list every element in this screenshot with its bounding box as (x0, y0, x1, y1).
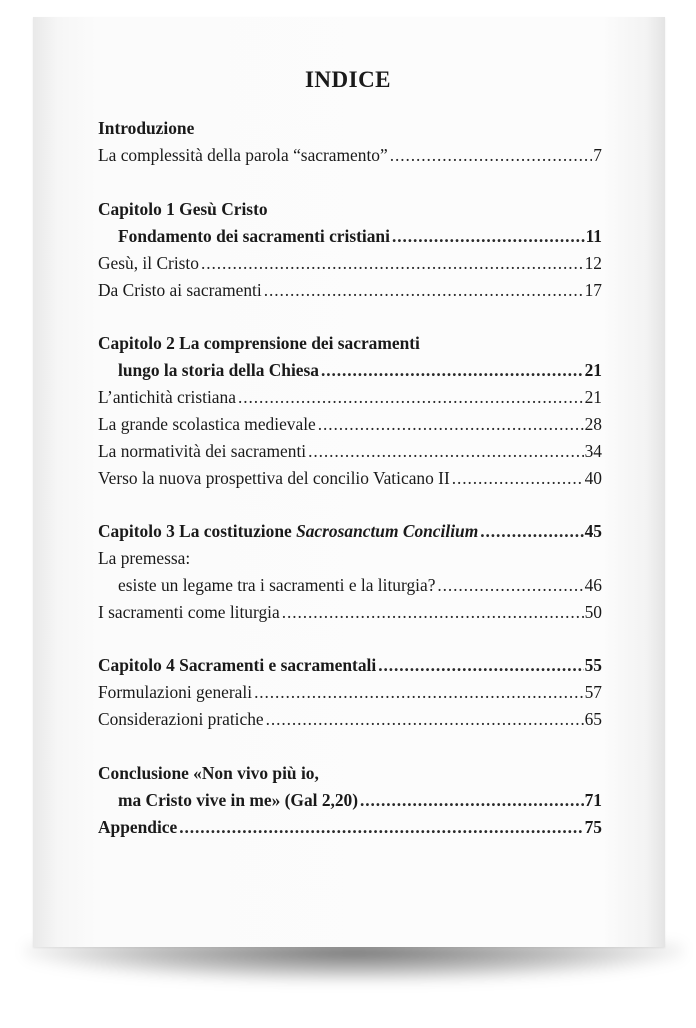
toc-entry-title: La normatività dei sacramenti (98, 441, 307, 461)
toc-heading-capitolo-3 (98, 518, 602, 545)
dot-leader (308, 438, 583, 465)
toc-entry-title: Formulazioni generali (98, 682, 253, 702)
toc-page-number: 21 (584, 360, 602, 380)
toc-page-number: 45 (584, 521, 602, 541)
toc-page-number: 71 (584, 790, 602, 810)
toc-page-number: 50 (584, 602, 602, 622)
toc-entry (98, 465, 602, 492)
toc-entry (98, 599, 602, 626)
toc-entry-title: La complessità della parola “sacramento” (98, 145, 388, 165)
toc-entry-title: La grande scolastica medievale (98, 414, 316, 434)
toc-entry (98, 277, 602, 304)
toc-heading-text (98, 518, 478, 545)
dot-leader (264, 277, 584, 304)
toc-page-number: 34 (584, 441, 602, 461)
toc-page-number: 57 (584, 682, 602, 702)
page-title: INDICE (304, 67, 392, 92)
toc-heading-italic: Sacrosanctum Concilium (296, 521, 479, 541)
toc-heading-appendice (98, 814, 602, 841)
dot-leader (238, 384, 584, 411)
toc-entry-title: esiste un legame tra i sacramenti e la liturgia? (118, 575, 436, 595)
dot-leader (390, 142, 593, 169)
toc-heading-conclusione (98, 760, 602, 787)
dot-leader (266, 706, 584, 733)
toc-entry (98, 411, 602, 438)
toc-entry-title: La premessa: (98, 548, 191, 568)
toc-entry (98, 438, 602, 465)
toc-page-number: 21 (584, 387, 602, 407)
toc-page-number: 40 (584, 468, 602, 488)
toc-entry-title: Fondamento dei sacramenti cristiani (118, 226, 390, 246)
toc-page-number: 75 (584, 817, 602, 837)
toc-entry (98, 223, 602, 250)
toc-entry-title: Da Cristo ai sacramenti (98, 280, 262, 300)
toc-heading-capitolo-2 (98, 330, 602, 357)
toc-heading-prefix: Capitolo 3 La costituzione (98, 521, 297, 541)
toc-entry (98, 545, 602, 572)
toc-heading-text: Introduzione (98, 118, 195, 138)
toc-entry (98, 706, 602, 733)
toc-entry (98, 357, 602, 384)
dot-leader (318, 411, 584, 438)
toc-page-number: 7 (593, 145, 602, 165)
toc-page-number: 28 (584, 414, 602, 434)
toc-entry (98, 572, 602, 599)
toc-heading-capitolo-4 (98, 652, 602, 679)
toc-heading-text: Conclusione «Non vivo più io, (98, 763, 319, 783)
toc-page-number: 65 (584, 709, 602, 729)
toc-entry (98, 142, 602, 169)
dot-leader (254, 679, 584, 706)
dot-leader (452, 465, 584, 492)
toc-entry-title: I sacramenti come liturgia (98, 602, 280, 622)
toc-entry-title: Considerazioni pratiche (98, 709, 264, 729)
toc-heading-introduzione (98, 115, 602, 142)
toc-entry (98, 787, 602, 814)
toc-page-number: 17 (584, 280, 602, 300)
toc-entry-title: lungo la storia della Chiesa (118, 360, 319, 380)
dot-leader (282, 599, 584, 626)
dot-leader (321, 357, 584, 384)
dot-leader (360, 787, 584, 814)
dot-leader (480, 518, 583, 545)
toc-heading-text: Capitolo 1 Gesù Cristo (98, 199, 268, 219)
toc-heading-text: Capitolo 4 Sacramenti e sacramentali (98, 655, 377, 675)
toc-page-number: 55 (584, 655, 602, 675)
toc-heading-text: Capitolo 2 La comprensione dei sacramenti (98, 333, 420, 353)
toc-page-number: 12 (584, 253, 602, 273)
toc-heading-capitolo-1 (98, 196, 602, 223)
dot-leader (201, 250, 584, 277)
toc-entry-title: ma Cristo vive in me» (Gal 2,20) (118, 790, 359, 810)
toc-entry-title: Verso la nuova prospettiva del concilio Vaticano II (98, 468, 450, 488)
page-shadow (24, 942, 684, 982)
toc-entry-title: L’antichità cristiana (98, 387, 236, 407)
dot-leader (392, 223, 585, 250)
toc-entry (98, 679, 602, 706)
toc-page-number: 11 (585, 226, 602, 246)
toc-entry (98, 384, 602, 411)
dot-leader (437, 572, 583, 599)
dot-leader (179, 814, 583, 841)
dot-leader (378, 652, 583, 679)
toc-heading-text: Appendice (98, 817, 178, 837)
toc-entry-title: Gesù, il Cristo (98, 253, 199, 273)
toc-page-number: 46 (584, 575, 602, 595)
toc-entry (98, 250, 602, 277)
